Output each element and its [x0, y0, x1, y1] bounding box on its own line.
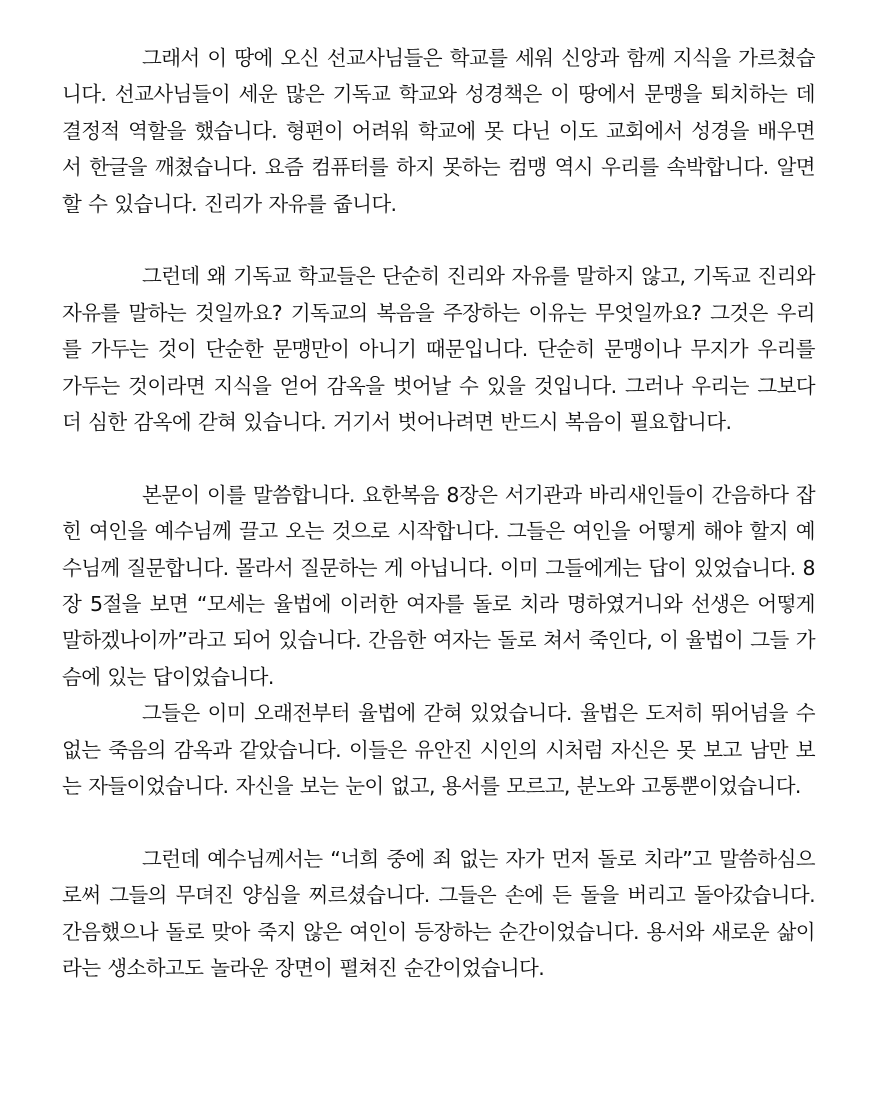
paragraph-2: 그런데 왜 기독교 학교들은 단순히 진리와 자유를 말하지 않고, 기독교 진리와 자유를 말하는 것일까요? 기독교의 복음을 주장하는 이유는 무엇일까요? 그것은 우리를 가두는 것이 단순한 문맹만이 아니기 때문입니다. 단순히 문맹이나 무지가 우리를 가두는 것이라면 지식을 얻어 감옥을 벗어날 수 있을 것입니다. 그러나 우리는 그보다 더 심한 감옥에 갇혀 있습니다. 거기서 벗어나려면 반드시 복음이 필요합니다. — [62, 264, 815, 435]
paragraph-5: 그런데 예수님께서는 “너희 중에 죄 없는 자가 먼저 돌로 치라”고 말씀하심으로써 그들의 무뎌진 양심을 찌르셨습니다. 그들은 손에 든 돌을 버리고 돌아갔습니다. 간음했으나 돌로 맞아 죽지 않은 여인이 등장하는 순간이었습니다. 용서와 새로운 삶이라는 생소하고도 놀라운 장면이 펼쳐진 순간이었습니다. — [62, 846, 815, 981]
document-page — [62, 40, 815, 987]
paragraph-1: 그래서 이 땅에 오신 선교사님들은 학교를 세워 신앙과 함께 지식을 가르쳤습니다. 선교사님들이 세운 많은 기독교 학교와 성경책은 이 땅에서 문맹을 퇴치하는 데 결정적 역할을 했습니다. 형편이 어려워 학교에 못 다닌 이도 교회에서 성경을 배우면서 한글을 깨쳤습니다. 요즘 컴퓨터를 하지 못하는 컴맹 역시 우리를 속박합니다. 알면 할 수 있습니다. 진리가 자유를 줍니다. — [62, 46, 815, 216]
paragraph-3: 본문이 이를 말씀합니다. 요한복음 8장은 서기관과 바리새인들이 간음하다 잡힌 여인을 예수님께 끌고 오는 것으로 시작합니다. 그들은 여인을 어떻게 해야 할지 예수님께 질문합니다. 몰라서 질문하는 게 아닙니다. 이미 그들에게는 답이 있었습니다. 8장 5절을 보면 “모세는 율법에 이러한 여자를 돌로 치라 명하였거니와 선생은 어떻게 말하겠나이까”라고 되어 있습니다. 간음한 여자는 돌로 쳐서 죽인다, 이 율법이 그들 가슴에 있는 답이었습니다. — [62, 482, 815, 689]
paragraph-4: 그들은 이미 오래전부터 율법에 갇혀 있었습니다. 율법은 도저히 뛰어넘을 수 없는 죽음의 감옥과 같았습니다. 이들은 유안진 시인의 시처럼 자신은 못 보고 남만 보는 자들이었습니다. 자신을 보는 눈이 없고, 용서를 모르고, 분노와 고통뿐이었습니다. — [62, 701, 815, 799]
